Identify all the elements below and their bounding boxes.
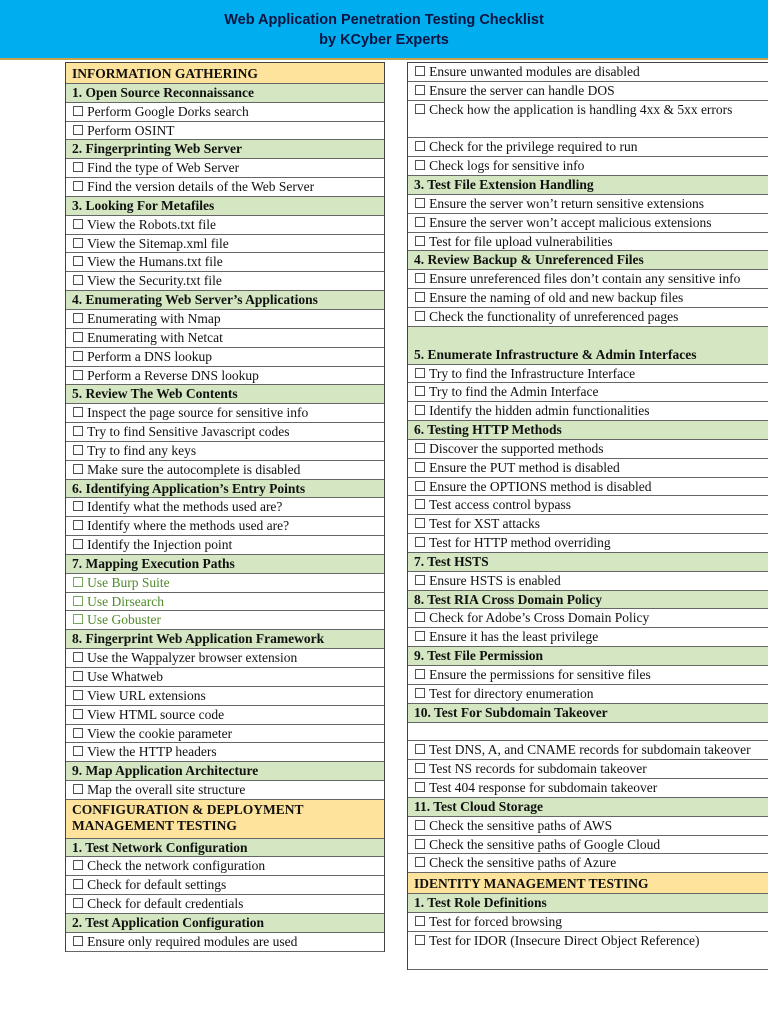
checkbox-icon[interactable]: ☐ <box>72 574 85 590</box>
checklist-item-label: View URL extensions <box>87 687 206 703</box>
checklist-item-label: Use the Wappalyzer browser extension <box>87 650 298 666</box>
checklist-item <box>66 461 384 480</box>
checklist-item-label: Test DNS, A, and CNAME records for subdomain takeover <box>429 742 751 758</box>
checklist-item-label: View HTML source code <box>87 706 225 722</box>
checklist-item <box>408 854 768 873</box>
subsection-heading <box>66 197 384 216</box>
checkbox-icon[interactable]: ☐ <box>414 195 427 211</box>
checklist-item-label: Test for IDOR (Insecure Direct Object Reference) <box>429 932 700 948</box>
checklist-item <box>408 365 768 384</box>
heading-label: 10. Test For Subdomain Takeover <box>414 704 608 720</box>
checklist-item-label: View the Humans.txt file <box>87 254 223 270</box>
checklist-item-label: Test for HTTP method overriding <box>429 535 611 551</box>
heading-label: 2. Test Application Configuration <box>72 914 265 930</box>
checklist-item-label: Check for Adobe’s Cross Domain Policy <box>429 610 650 626</box>
subsection-heading <box>66 385 384 404</box>
section-heading <box>408 873 768 894</box>
checkbox-icon[interactable]: ☐ <box>414 308 427 324</box>
checklist-item <box>408 932 768 970</box>
checkbox-icon[interactable]: ☐ <box>414 139 427 155</box>
checkbox-icon[interactable]: ☐ <box>414 836 427 852</box>
checklist-item-label: Check the functionality of unreferenced pages <box>429 308 679 324</box>
checklist-item <box>66 743 384 762</box>
checklist-item <box>408 741 768 760</box>
checkbox-icon[interactable]: ☐ <box>414 497 427 513</box>
checkbox-icon[interactable]: ☐ <box>72 933 85 949</box>
document-title: Web Application Penetration Testing Checklist <box>224 12 544 28</box>
checklist-item <box>66 781 384 800</box>
checklist-item-label: Try to find the Infrastructure Interface <box>429 365 636 381</box>
checklist-item <box>66 857 384 876</box>
checklist-item <box>408 440 768 459</box>
checklist-item <box>408 63 768 82</box>
checklist-item-label: Check the sensitive paths of AWS <box>429 817 613 833</box>
checkbox-icon[interactable]: ☐ <box>414 214 427 230</box>
checklist-item <box>66 235 384 254</box>
checklist-item <box>408 666 768 685</box>
checkbox-icon[interactable]: ☐ <box>414 780 427 796</box>
checklist-item-label: Check logs for sensitive info <box>429 158 585 174</box>
heading-label: 7. Test HSTS <box>414 553 489 569</box>
section-heading <box>66 63 384 84</box>
checklist-item <box>408 534 768 553</box>
checklist-item-label: Check for default settings <box>87 877 227 893</box>
checkbox-icon[interactable]: ☐ <box>72 273 85 289</box>
heading-label: 9. Map Application Architecture <box>72 763 259 779</box>
checklist-item-label: Test NS records for subdomain takeover <box>429 761 647 777</box>
checklist-item-label: Try to find the Admin Interface <box>429 384 599 400</box>
checklist-item <box>66 404 384 423</box>
subsection-heading <box>408 647 768 666</box>
checklist-item <box>66 687 384 706</box>
checkbox-icon[interactable]: ☐ <box>72 348 85 364</box>
checkbox-icon[interactable]: ☐ <box>414 535 427 551</box>
checklist-item-label: Ensure unwanted modules are disabled <box>429 64 640 79</box>
heading-label: 1. Test Network Configuration <box>72 839 248 855</box>
checklist-item <box>408 478 768 497</box>
heading-label: 7. Mapping Execution Paths <box>72 555 235 571</box>
checkbox-icon[interactable]: ☐ <box>72 744 85 760</box>
subsection-heading <box>408 591 768 610</box>
subsection-heading <box>66 630 384 649</box>
checklist-item <box>66 367 384 386</box>
checkbox-icon[interactable]: ☐ <box>72 442 85 458</box>
heading-label: 9. Test File Permission <box>414 648 543 664</box>
checklist-item <box>408 402 768 421</box>
checklist-item <box>408 289 768 308</box>
checklist-item-label: Test for XST attacks <box>429 516 541 532</box>
heading-label: 8. Test RIA Cross Domain Policy <box>414 591 603 607</box>
checklist-item <box>408 496 768 515</box>
checkbox-icon[interactable]: ☐ <box>72 877 85 893</box>
subsection-heading <box>408 327 768 365</box>
subsection-heading <box>66 762 384 781</box>
checklist-item-label: Ensure the OPTIONS method is disabled <box>429 478 652 494</box>
checkbox-icon[interactable]: ☐ <box>72 706 85 722</box>
checkbox-icon[interactable]: ☐ <box>72 669 85 684</box>
heading-label: CONFIGURATION & DEPLOYMENT MANAGEMENT TESTING <box>72 801 304 833</box>
checklist-item <box>408 157 768 176</box>
heading-label: 6. Testing HTTP Methods <box>414 422 562 438</box>
checkbox-icon[interactable]: ☐ <box>72 160 85 176</box>
document-header <box>0 0 768 60</box>
checklist-item <box>408 836 768 855</box>
checkbox-icon[interactable]: ☐ <box>72 593 85 609</box>
checklist-item <box>408 270 768 289</box>
subsection-heading <box>66 555 384 574</box>
checkbox-icon[interactable]: ☐ <box>414 233 427 249</box>
checklist-item-label: Ensure it has the least privilege <box>429 629 599 645</box>
checklist-item-label: Test for file upload vulnerabilities <box>429 233 613 249</box>
checklist-item <box>66 272 384 291</box>
checklist-item <box>408 760 768 779</box>
checklist-item <box>408 817 768 836</box>
heading-label: 6. Identifying Application’s Entry Points <box>72 480 306 496</box>
checklist-item-label: Ensure the permissions for sensitive files <box>429 667 651 682</box>
checkbox-icon[interactable]: ☐ <box>414 667 427 682</box>
checklist-item <box>408 195 768 214</box>
checklist-item-label: Perform a Reverse DNS lookup <box>87 367 259 383</box>
checklist-item-label: Check how the application is handling 4xx & 5xx errors <box>429 101 733 117</box>
heading-label: 4. Enumerating Web Server’s Applications <box>72 292 318 308</box>
checklist-item <box>408 233 768 252</box>
checklist-item <box>66 668 384 687</box>
checklist-item-label: Identify the hidden admin functionalities <box>429 403 650 419</box>
checklist-item <box>66 725 384 744</box>
subsection-heading <box>408 421 768 440</box>
checklist-item-label: View the cookie parameter <box>87 725 233 741</box>
heading-label: 1. Test Role Definitions <box>414 895 547 911</box>
checklist-item-label: Check the sensitive paths of Google Cloud <box>429 836 661 852</box>
heading-label: 5. Enumerate Infrastructure & Admin Interfaces <box>414 346 697 362</box>
checkbox-icon[interactable]: ☐ <box>72 537 85 553</box>
checklist-item-label: Use Burp Suite <box>87 574 170 590</box>
checklist-item-label: Check the network configuration <box>87 858 266 874</box>
checkbox-icon[interactable]: ☐ <box>72 896 85 912</box>
checkbox-icon[interactable]: ☐ <box>72 612 85 628</box>
checklist-item-label: Try to find Sensitive Javascript codes <box>87 424 290 440</box>
checkbox-icon[interactable]: ☐ <box>414 855 427 871</box>
heading-label: IDENTITY MANAGEMENT TESTING <box>414 876 649 892</box>
checkbox-icon[interactable]: ☐ <box>414 459 427 475</box>
checkbox-icon[interactable]: ☐ <box>414 158 427 174</box>
checkbox-icon[interactable]: ☐ <box>72 650 85 666</box>
checkbox-icon[interactable]: ☐ <box>72 687 85 703</box>
checklist-item-label: Test for forced browsing <box>429 913 562 929</box>
checkbox-icon[interactable]: ☐ <box>72 461 85 477</box>
checkbox-icon[interactable]: ☐ <box>72 424 85 440</box>
checkbox-icon[interactable]: ☐ <box>414 685 427 701</box>
checklist-item-label: Perform Google Dorks search <box>87 103 249 119</box>
checklist-item <box>66 706 384 725</box>
subsection-heading <box>408 894 768 913</box>
checklist-item-label: Use Dirsearch <box>87 593 164 609</box>
blank-row <box>408 723 768 742</box>
checklist-item-label: Ensure the PUT method is disabled <box>429 459 620 475</box>
checkbox-icon[interactable]: ☐ <box>72 179 85 195</box>
checkbox-icon[interactable]: ☐ <box>72 235 85 251</box>
checklist-item <box>66 649 384 668</box>
checkbox-icon[interactable]: ☐ <box>72 103 85 119</box>
checklist-item-label: Check for default credentials <box>87 896 244 912</box>
checklist-item <box>66 178 384 197</box>
checklist-item-label: Use Gobuster <box>87 612 161 628</box>
subsection-heading <box>66 291 384 310</box>
checkbox-icon[interactable]: ☐ <box>414 365 427 381</box>
checklist-item <box>408 383 768 402</box>
heading-label: 2. Fingerprinting Web Server <box>72 141 242 157</box>
checklist-item-label: Perform OSINT <box>87 122 175 138</box>
subsection-heading <box>66 914 384 933</box>
checklist-item-label: Use Whatweb <box>87 669 163 684</box>
checklist-item-label: View the HTTP headers <box>87 744 217 760</box>
checklist-item <box>66 122 384 141</box>
checklist-item-label: Make sure the autocomplete is disabled <box>87 461 301 477</box>
checklist-item-label: Test for directory enumeration <box>429 685 594 701</box>
checklist-item <box>408 685 768 704</box>
heading-label: INFORMATION GATHERING <box>72 66 258 81</box>
heading-label: 3. Looking For Metafiles <box>72 197 215 213</box>
checklist-item-label: Identify the Injection point <box>87 537 233 553</box>
checkbox-icon[interactable]: ☐ <box>414 932 427 948</box>
checklist-item <box>408 628 768 647</box>
subsection-heading <box>408 553 768 572</box>
checklist-item <box>66 536 384 555</box>
checklist-item <box>66 498 384 517</box>
checkbox-icon[interactable]: ☐ <box>72 216 85 232</box>
checklist-item <box>66 895 384 914</box>
heading-label: 1. Open Source Reconnaissance <box>72 84 255 100</box>
checklist-item-label: Enumerating with Netcat <box>87 329 223 345</box>
checklist-item-label: Perform a DNS lookup <box>87 348 212 364</box>
checklist-item <box>408 82 768 101</box>
checklist-item <box>408 609 768 628</box>
document-subtitle: by KCyber Experts <box>319 32 449 48</box>
checklist-item <box>66 611 384 630</box>
checkbox-icon[interactable]: ☐ <box>414 64 427 79</box>
checklist-item-label: Ensure unreferenced files don’t contain any sensitive info <box>429 271 741 287</box>
checklist-item-label: Identify what the methods used are? <box>87 499 283 515</box>
subsection-heading <box>66 480 384 499</box>
heading-label: 8. Fingerprint Web Application Framework <box>72 631 325 647</box>
checklist-item-label: Test access control bypass <box>429 497 571 513</box>
heading-label: 4. Review Backup & Unreferenced Files <box>414 252 644 268</box>
checklist-item <box>408 515 768 534</box>
subsection-heading <box>66 84 384 103</box>
subsection-heading <box>408 251 768 270</box>
checklist-item-label: Ensure HSTS is enabled <box>429 572 561 588</box>
checklist-item <box>408 572 768 591</box>
checklist-item <box>408 308 768 327</box>
checklist-item <box>66 423 384 442</box>
checklist-right-column <box>407 62 768 970</box>
checkbox-icon[interactable]: ☐ <box>72 518 85 534</box>
checklist-item-label: Try to find any keys <box>87 442 197 458</box>
checklist-item-label: Find the type of Web Server <box>87 160 240 176</box>
checkbox-icon[interactable]: ☐ <box>72 329 85 345</box>
heading-label: 3. Test File Extension Handling <box>414 177 594 193</box>
checklist-item-label: Check the sensitive paths of Azure <box>429 855 617 871</box>
checklist-item-label: View the Sitemap.xml file <box>87 235 229 251</box>
checklist-item-label: Check for the privilege required to run <box>429 139 638 155</box>
checklist-item-label: Map the overall site structure <box>87 782 246 798</box>
checkbox-icon[interactable]: ☐ <box>414 440 427 456</box>
heading-label: 11. Test Cloud Storage <box>414 798 544 814</box>
checklist-item-label: Test 404 response for subdomain takeover <box>429 780 658 796</box>
checklist-item <box>66 442 384 461</box>
checklist-item <box>408 138 768 157</box>
checkbox-icon[interactable]: ☐ <box>414 271 427 287</box>
checklist-item-label: Discover the supported methods <box>429 440 604 456</box>
subsection-heading <box>66 140 384 159</box>
checklist-item <box>66 933 384 952</box>
checklist-item <box>66 103 384 122</box>
checkbox-icon[interactable]: ☐ <box>414 761 427 777</box>
subsection-heading <box>408 798 768 817</box>
checklist-item <box>66 329 384 348</box>
checkbox-icon[interactable]: ☐ <box>414 817 427 833</box>
checklist-item <box>66 876 384 895</box>
checkbox-icon[interactable]: ☐ <box>414 516 427 532</box>
checkbox-icon[interactable]: ☐ <box>72 499 85 515</box>
checkbox-icon[interactable]: ☐ <box>72 254 85 270</box>
checkbox-icon[interactable]: ☐ <box>414 101 427 117</box>
section-heading <box>66 800 384 839</box>
checklist-item <box>66 253 384 272</box>
checklist-item-label: View the Robots.txt file <box>87 216 217 232</box>
checkbox-icon[interactable]: ☐ <box>72 122 85 138</box>
checklist-item <box>408 101 768 139</box>
checklist-item <box>66 216 384 235</box>
checklist-item-label: Identify where the methods used are? <box>87 518 290 534</box>
checklist-item-label: Ensure the server won’t accept malicious extensions <box>429 214 712 230</box>
checkbox-icon[interactable]: ☐ <box>72 367 85 383</box>
checkbox-icon[interactable]: ☐ <box>414 610 427 626</box>
checkbox-icon[interactable]: ☐ <box>414 572 427 588</box>
checklist-item-label: Ensure the server won’t return sensitive extensions <box>429 195 705 211</box>
checklist-item <box>66 574 384 593</box>
checklist-left-column <box>65 62 385 952</box>
subsection-heading <box>408 176 768 195</box>
checklist-item <box>66 348 384 367</box>
checkbox-icon[interactable]: ☐ <box>72 858 85 874</box>
heading-label: 5. Review The Web Contents <box>72 386 238 402</box>
checkbox-icon[interactable]: ☐ <box>414 913 427 929</box>
checkbox-icon[interactable]: ☐ <box>414 478 427 494</box>
checklist-item <box>408 214 768 233</box>
checklist-item-label: View the Security.txt file <box>87 273 222 289</box>
checklist-item-label: Find the version details of the Web Server <box>87 179 315 195</box>
checklist-item <box>66 517 384 536</box>
checkbox-icon[interactable]: ☐ <box>414 290 427 306</box>
checklist-item <box>408 459 768 478</box>
checklist-item <box>66 159 384 178</box>
checkbox-icon[interactable]: ☐ <box>414 629 427 645</box>
subsection-heading <box>66 839 384 858</box>
checklist-item-label: Ensure the naming of old and new backup files <box>429 290 684 306</box>
checkbox-icon[interactable]: ☐ <box>72 310 85 326</box>
checklist-item <box>408 913 768 932</box>
checklist-item-label: Ensure only required modules are used <box>87 933 298 949</box>
checklist-item <box>66 310 384 329</box>
checklist-item-label: Ensure the server can handle DOS <box>429 82 615 98</box>
checkbox-icon[interactable]: ☐ <box>72 782 85 798</box>
checkbox-icon[interactable]: ☐ <box>414 82 427 98</box>
checklist-item <box>408 779 768 798</box>
checkbox-icon[interactable]: ☐ <box>72 725 85 741</box>
checkbox-icon[interactable]: ☐ <box>414 384 427 400</box>
checkbox-icon[interactable]: ☐ <box>72 405 85 421</box>
checkbox-icon[interactable]: ☐ <box>414 742 427 758</box>
checklist-item <box>66 593 384 612</box>
checkbox-icon[interactable]: ☐ <box>414 403 427 419</box>
checklist-item-label: Enumerating with Nmap <box>87 310 221 326</box>
checklist-item-label: Inspect the page source for sensitive info <box>87 405 309 421</box>
subsection-heading <box>408 704 768 723</box>
